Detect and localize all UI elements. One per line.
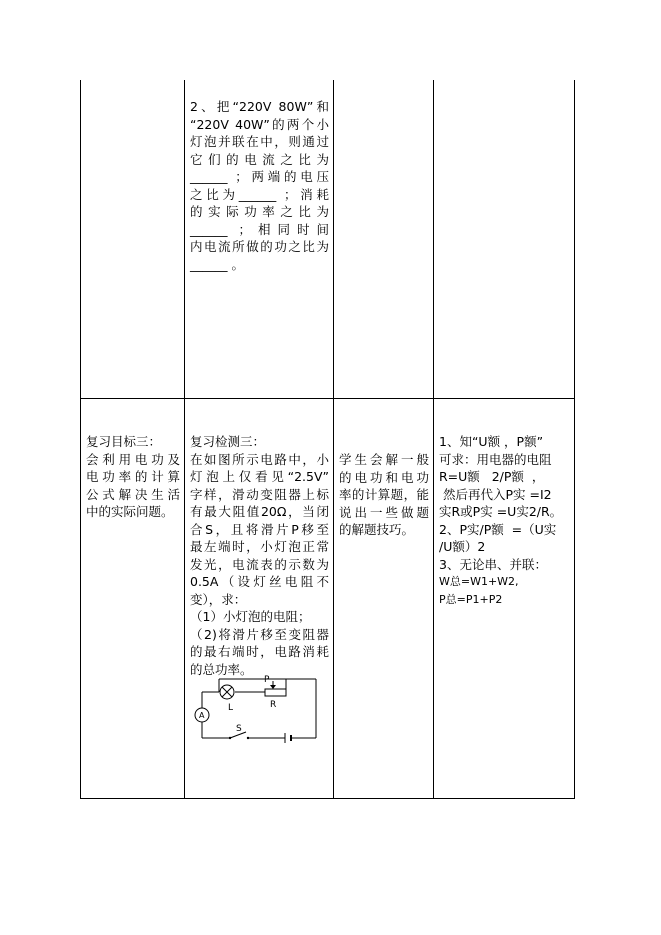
text-line: 合S，且将滑片P移至	[190, 521, 329, 537]
text-line: 复习检测三：	[190, 434, 266, 449]
text-line: R=U额 2/P额 ，	[439, 469, 545, 484]
text-line: ______ 。	[190, 256, 244, 272]
text-line: 公式解决生活	[86, 486, 180, 502]
text-line: 之比为______ ；消耗	[190, 186, 329, 202]
row2-method-cell	[439, 433, 571, 608]
text-line: 它们的电流之比为	[190, 151, 329, 167]
text-line: 说出一些做题	[339, 504, 429, 520]
text-line: ______ ；相同时间	[190, 221, 329, 237]
text-line: 复习目标三：	[86, 434, 162, 449]
switch-label: S	[236, 724, 242, 734]
lamp-label: L	[228, 703, 234, 713]
text-line: 的电功和电功	[339, 469, 429, 485]
text-line: “220V 40W”的两个小	[190, 116, 329, 132]
text-line: 可求：用电器的电阻	[439, 451, 552, 467]
table-divider-col4	[433, 80, 434, 799]
text-line: 在如图所示电路中，小	[190, 451, 329, 467]
text-line: 的解题技巧。	[339, 522, 415, 537]
text-line: 实R或P实 =U实2/R。	[439, 504, 563, 519]
text-line: 的总功率。	[190, 661, 253, 677]
table-border-left	[80, 80, 81, 799]
table-divider-col3	[333, 80, 334, 799]
text-line: 的最右端时，电路消耗	[190, 644, 329, 659]
text-line: 内电流所做的功之比为	[190, 239, 329, 254]
text-line: 字样，滑动变阻器上标	[190, 486, 329, 502]
text-line: 的实际功率之比为	[190, 204, 329, 219]
ammeter-label: A	[199, 711, 205, 720]
row1-exercise-cell	[190, 98, 329, 273]
text-line: 会利用电功及	[86, 451, 180, 467]
slider-label: P	[264, 675, 270, 685]
text-line: 然后再代入P实 =I2	[439, 486, 552, 502]
text-line: /U额）2	[439, 539, 486, 554]
text-line: 率的计算题，能	[339, 487, 429, 502]
text-line: 最左端时，小灯泡正常	[190, 539, 329, 554]
text-line: 发光，电流表的示数为	[190, 556, 329, 572]
text-line: 2、把“220V 80W”和	[190, 99, 329, 114]
table-divider-col2	[184, 80, 185, 799]
lamp-symbol	[220, 685, 234, 699]
row2-exercise-cell	[190, 433, 329, 678]
text-line: 灯泡上仅看见“2.5V”	[190, 469, 329, 484]
text-line: 2、P实/P额 =（U实	[439, 521, 557, 537]
text-line: 学生会解一般	[339, 452, 429, 467]
text-line: 中的实际问题。	[86, 504, 174, 519]
text-line: 电功率的计算	[86, 469, 180, 484]
row2-student-cell	[339, 451, 429, 539]
resistor-label: R	[270, 700, 277, 710]
text-line: 0.5A（设灯丝电阻不	[190, 574, 329, 589]
text-line: ______ ；两端的电压	[190, 169, 329, 184]
circuit-diagram	[190, 672, 330, 750]
text-line: 有最大阻值20Ω，当闭	[190, 504, 329, 519]
text-line: 1、知“U额 ，P额”	[439, 434, 544, 449]
text-line: W总=W1+W2,	[439, 575, 519, 588]
battery-symbol	[285, 733, 291, 743]
table-border-right	[574, 80, 575, 799]
text-line: 灯泡并联在中，则通过	[190, 134, 329, 149]
text-line: P总=P1+P2	[439, 592, 503, 606]
text-line: （2)将滑片移至变阻器	[190, 626, 329, 642]
text-line: （1）小灯泡的电阻；	[190, 609, 311, 624]
slider-arrow-head	[270, 685, 276, 689]
text-line: 3、无论串、并联：	[439, 556, 547, 572]
resistor-symbol	[265, 689, 286, 696]
table-border-bottom	[80, 798, 575, 799]
text-line: 变），求：	[190, 591, 247, 607]
table-row-divider	[80, 398, 575, 399]
row2-goal-cell	[86, 433, 180, 521]
